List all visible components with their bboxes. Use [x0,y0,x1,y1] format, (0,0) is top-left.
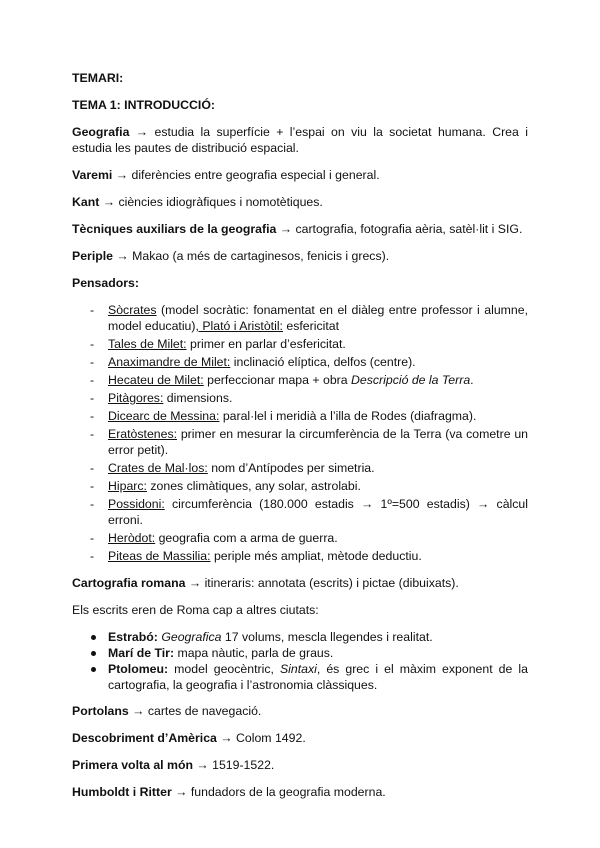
list-item-anaximandre: - Anaximandre de Milet: inclinació elíptica, delfos (centre). [90,355,416,369]
list-item-ptolomeu: Ptolomeu: model geocèntric, Sintaxi, és grec i el màxim exponent de la cartografia, la geografia i l’astronomia clàssiques. [72,661,528,693]
list-item-estrabo: Estrabó: Geografica 17 volums, mescla llegendes i realitat. [72,629,528,645]
paragraph-varemi: Varemi → diferències entre geografia especial i general. [72,168,380,182]
paragraph-periple: Periple → Makao (a més de cartaginesos, fenicis i grecs). [72,249,390,263]
paragraph-portolans: Portolans → cartes de navegació. [72,704,262,718]
pensadors-list [72,302,528,564]
paragraph-geografia: Geografia → estudia la superfície + l’espai on viu la societat humana. Crea i estudia les pautes de distribució espacial. [72,125,528,155]
list-item-eratostenes: - Eratòstenes: primer en mesurar la circumferència de la Terra (va cometre un error petit). [90,427,528,457]
paragraph-kant: Kant → ciències idiogràfiques i nomotètiques. [72,195,323,209]
list-item-hecateu: - Hecateu de Milet: perfeccionar mapa + obra Descripció de la Terra. [90,373,474,387]
heading-pensadors: Pensadors: [72,276,139,290]
bullet-icon [91,651,96,656]
paragraph-escrits: Els escrits eren de Roma cap a altres ciutats: [72,603,319,617]
paragraph-primera-volta: Primera volta al món → 1519-1522. [72,758,275,772]
paragraph-cartografia-romana: Cartografia romana → itineraris: annotata (escrits) i pictae (dibuixats). [72,576,459,590]
bullet-icon [91,667,96,672]
list-item-dicearc: - Dicearc de Messina: paral·lel i meridià a l’illa de Rodes (diafragma). [90,409,477,423]
list-item-piteas: - Piteas de Massilia: periple més ampliat, mètode deductiu. [90,549,422,563]
list-item-hiparc: - Hiparc: zones climàtiques, any solar, astrolabi. [90,479,361,493]
heading-tema-1: TEMA 1: INTRODUCCIÓ: [72,98,215,112]
heading-temari: TEMARI: [72,71,124,85]
list-item-mari: Marí de Tir: mapa nàutic, parla de graus. [72,645,528,661]
list-item-pitagores: - Pitàgores: dimensions. [90,391,233,405]
list-item-possidoni: - Possidoni: circumferència (180.000 estadis → 1º=500 estadis) → càlcul erroni. [90,497,528,527]
document-content [72,70,528,811]
bullet-icon [91,635,96,640]
autors-list [72,629,528,693]
list-item-tales: - Tales de Milet: primer en parlar d’esfericitat. [90,337,346,351]
paragraph-humboldt: Humboldt i Ritter → fundadors de la geografia moderna. [72,785,386,799]
paragraph-tecniques: Tècniques auxiliars de la geografia → cartografia, fotografia aèria, satèl·lit i SIG. [72,222,523,236]
paragraph-descobriment: Descobriment d’Amèrica → Colom 1492. [72,731,306,745]
list-item-herodot: - Heròdot: geografia com a arma de guerra. [90,531,338,545]
list-item-crates: - Crates de Mal·los: nom d’Antípodes per simetria. [90,461,375,475]
list-item-socrates: - Sòcrates (model socràtic: fonamentat en el diàleg entre professor i alumne, model educatiu), Plató i Aristòtil: esfericitat [90,303,528,333]
